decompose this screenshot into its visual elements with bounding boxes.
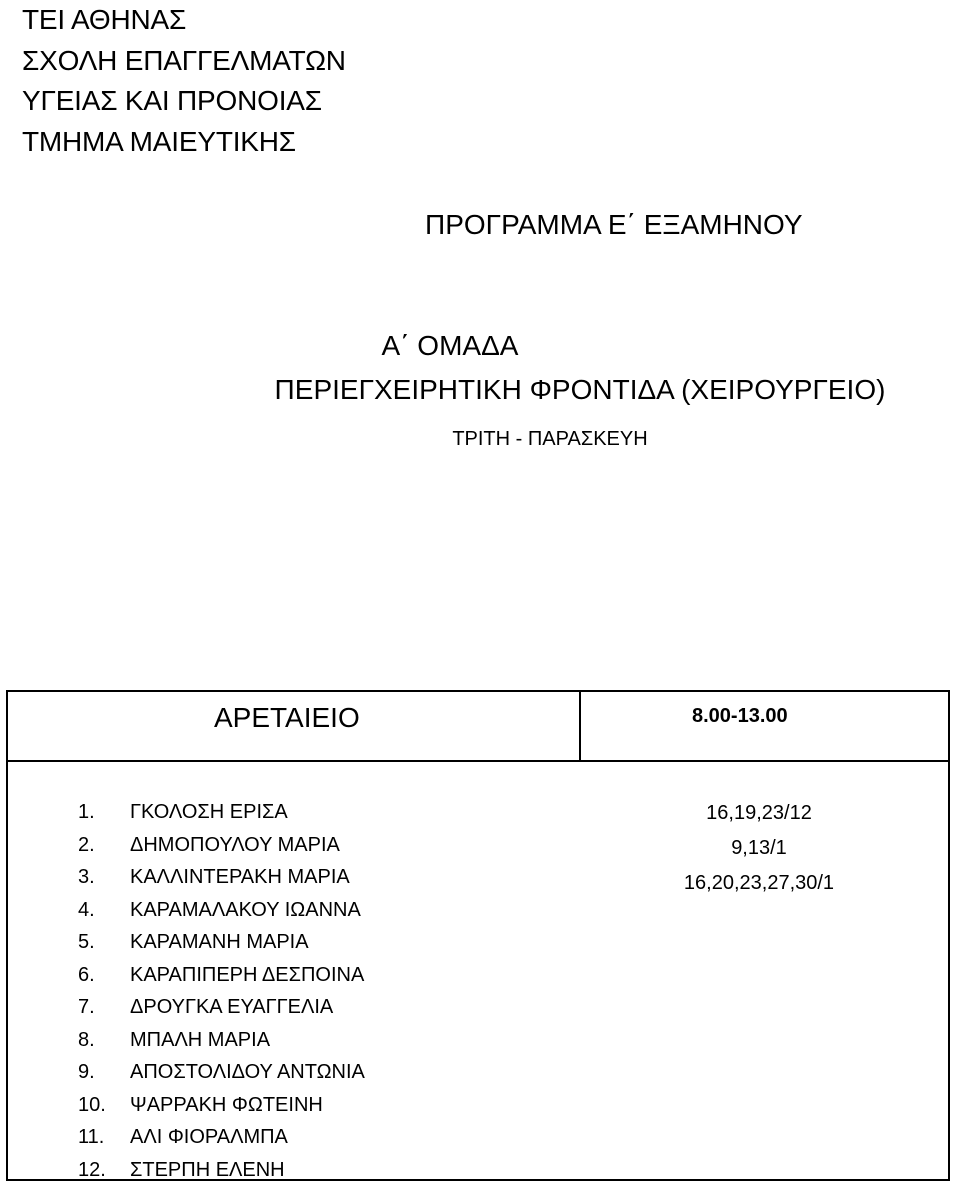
list-item [78, 861, 350, 894]
student-name: ΓΚΟΛΟΣΗ ΕΡΙΣΑ [130, 801, 288, 823]
student-name: ΔΡΟΥΓΚΑ ΕΥΑΓΓΕΛΙΑ [130, 996, 334, 1018]
list-item [78, 991, 334, 1024]
student-name: ΨΑΡΡΑΚΗ ΦΩΤΕΙΝΗ [130, 1093, 323, 1116]
list-item [78, 829, 340, 862]
student-name: ΚΑΡΑΜΑΛΑΚΟΥ ΙΩΑΝΝΑ [130, 898, 361, 921]
institution-line: ΤΜΗΜΑ ΜΑΙΕΥΤΙΚΗΣ [22, 125, 296, 157]
item-number: 3. [78, 866, 95, 888]
student-name: ΚΑΛΛΙΝΤΕΡΑΚΗ ΜΑΡΙΑ [130, 866, 350, 888]
list-item [78, 959, 365, 992]
dates-list [648, 796, 870, 901]
list-item [78, 1154, 285, 1187]
list-item [78, 1121, 288, 1154]
student-list [78, 796, 365, 1186]
item-number: 2. [78, 833, 95, 856]
list-item [78, 1089, 323, 1122]
list-item [78, 1024, 271, 1057]
item-number: 6. [78, 963, 95, 986]
schedule-table [6, 690, 950, 1181]
institution-line: ΥΓΕΙΑΣ ΚΑΙ ΠΡΟΝΟΙΑΣ [22, 85, 322, 116]
date-entry: 16,20,23,27,30/1 [683, 872, 835, 894]
program-title: ΠΡΟΓΡΑΜΜΑ Ε΄ ΕΞΑΜΗΝΟΥ [425, 209, 803, 240]
column-divider [579, 692, 581, 760]
item-number: 1. [78, 801, 95, 823]
student-name: ΚΑΡΑΜΑΝΗ ΜΑΡΙΑ [130, 931, 309, 953]
item-number: 7. [78, 996, 95, 1018]
item-number: 8. [78, 1028, 95, 1051]
student-name: ΜΠΑΛΗ ΜΑΡΙΑ [130, 1028, 271, 1051]
hours-label: 8.00-13.00 [692, 705, 788, 727]
list-item [78, 926, 309, 959]
list-item [78, 894, 361, 927]
student-name: ΔΗΜΟΠΟΥΛΟΥ ΜΑΡΙΑ [130, 833, 340, 856]
group-department: ΠΕΡΙΕΓΧΕΙΡΗΤΙΚΗ ΦΡΟΝΤΙΔΑ (ΧΕΙΡΟΥΡΓΕΙΟ) [274, 374, 886, 405]
list-item [78, 796, 288, 829]
item-number: 11. [78, 1126, 105, 1148]
item-number: 12. [78, 1158, 106, 1181]
list-item [78, 1056, 365, 1089]
item-number: 9. [78, 1061, 95, 1083]
schedule-header-row [8, 692, 948, 762]
student-name: ΑΠΟΣΤΟΛΙΔΟΥ ΑΝΤΩΝΙΑ [130, 1061, 365, 1083]
student-name: ΚΑΡΑΠΙΠΕΡΗ ΔΕΣΠΟΙΝΑ [130, 963, 365, 986]
institution-line: ΣΧΟΛΗ ΕΠΑΓΓΕΛΜΑΤΩΝ [22, 44, 346, 76]
item-number: 4. [78, 898, 95, 921]
date-entry: 16,19,23/12 [706, 802, 812, 824]
institution-line: ΤΕΙ ΑΘΗΝΑΣ [22, 4, 187, 35]
item-number: 5. [78, 931, 95, 953]
group-days: ΤΡΙΤΗ - ΠΑΡΑΣΚΕΥΗ [452, 428, 648, 450]
student-name: ΑΛΙ ΦΙΟΡΑΛΜΠΑ [130, 1126, 288, 1148]
item-number: 10. [78, 1093, 106, 1116]
date-entry: 9,13/1 [731, 837, 787, 859]
group-title: Α΄ ΟΜΑΔΑ [381, 330, 519, 361]
location-label: ΑΡΕΤΑΙΕΙΟ [214, 702, 360, 733]
institution-header [22, 0, 346, 162]
student-name: ΣΤΕΡΠΗ ΕΛΕΝΗ [130, 1158, 285, 1181]
